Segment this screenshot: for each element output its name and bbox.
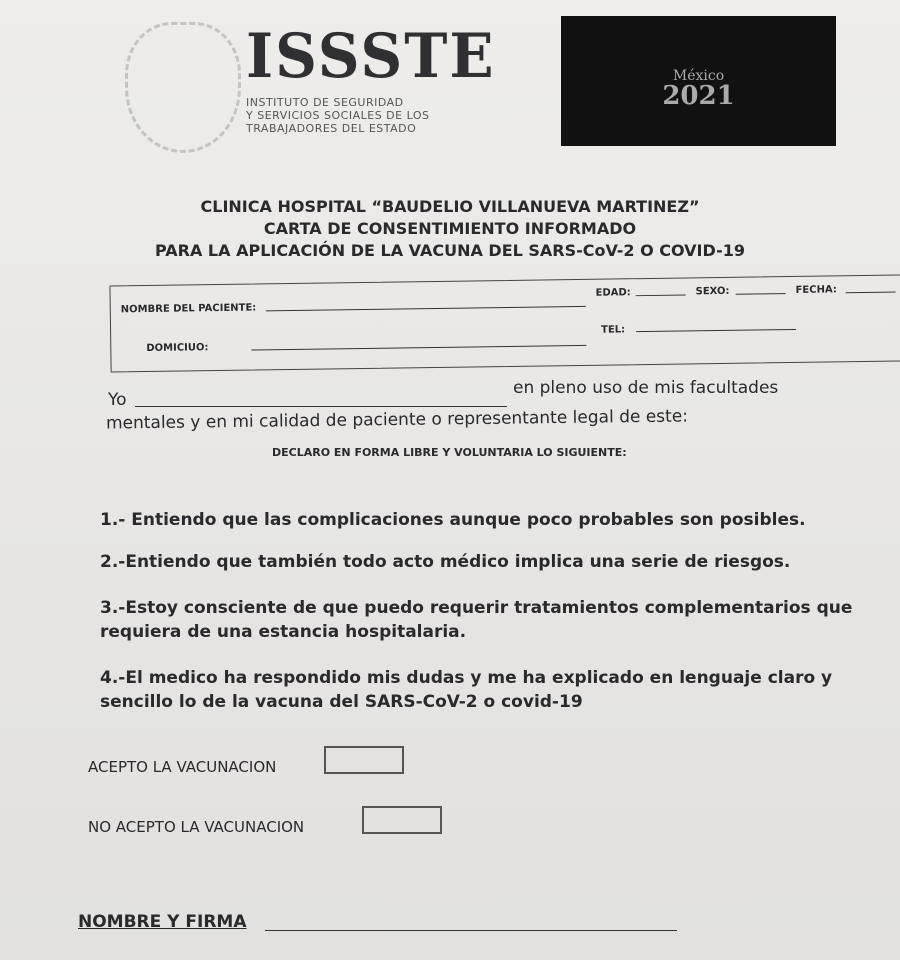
badge-year: 2021 [662,81,735,111]
issste-seal-logo [125,22,241,153]
no-acepto-checkbox[interactable] [362,806,442,834]
badge-line: México [672,68,725,84]
institute-line: INSTITUTO DE SEGURIDAD [246,96,404,109]
institute-name [246,96,429,135]
tel-label: TEL: [601,324,626,336]
intro-text: en pleno uso de mis facultades [513,378,779,398]
title-line: CLINICA HOSPITAL “BAUDELIO VILLANUEVA MARTINEZ” [200,197,700,216]
acepto-checkbox[interactable] [324,746,404,774]
fecha-field[interactable] [845,282,895,294]
domicilio-label: DOMICIUO: [146,342,209,355]
tel-field[interactable] [636,319,796,332]
mexico-2021-badge [561,16,836,146]
acepto-label: ACEPTO LA VACUNACION [88,758,277,776]
edad-label: EDAD: [595,287,631,299]
sexo-field[interactable] [735,283,785,295]
nombre-field[interactable] [266,296,586,311]
institute-line: Y SERVICIOS SOCIALES DE LOS [246,109,430,122]
domicilio-field[interactable] [251,335,586,351]
firma-label: NOMBRE Y FIRMA [78,912,247,932]
sexo-label: SEXO: [695,285,730,298]
institute-line: TRABAJADORES DEL ESTADO [246,122,417,135]
declaration-heading: DECLARO EN FORMA LIBRE Y VOLUNTARIA LO SIGUIENTE: [272,446,627,459]
title-line: PARA LA APLICACIÓN DE LA VACUNA DEL SARS-CoV-2 O COVID-19 [155,241,745,260]
intro-text: mentales y en mi calidad de paciente o representante legal de este: [105,406,689,434]
patient-info-box [109,274,900,372]
issste-logo-text: ISSSTE [246,20,496,92]
yo-name-field[interactable] [135,392,507,407]
nombre-label: NOMBRE DEL PACIENTE: [120,302,257,316]
declaration-item: 2.-Entiendo que también todo acto médico implica una serie de riesgos. [100,552,791,572]
yo-label: Yo [108,390,127,410]
fecha-label: FECHA: [795,284,837,296]
declaration-item: 1.- Entiendo que las complicaciones aunque poco probables son posibles. [100,510,806,530]
edad-field[interactable] [635,284,685,296]
no-acepto-label: NO ACEPTO LA VACUNACION [88,818,305,836]
firma-field[interactable] [265,918,677,931]
document-title [0,196,900,262]
declaration-item: 3.-Estoy consciente de que puedo requerir tratamientos complementarios que requiera de una estancia hospitalaria. [100,598,853,642]
title-line: CARTA DE CONSENTIMIENTO INFORMADO [263,219,637,238]
declaration-item: 4.-El medico ha respondido mis dudas y me ha explicado en lenguaje claro y sencillo lo de la vacuna del SARS-CoV-2 o covid-19 [100,668,833,712]
